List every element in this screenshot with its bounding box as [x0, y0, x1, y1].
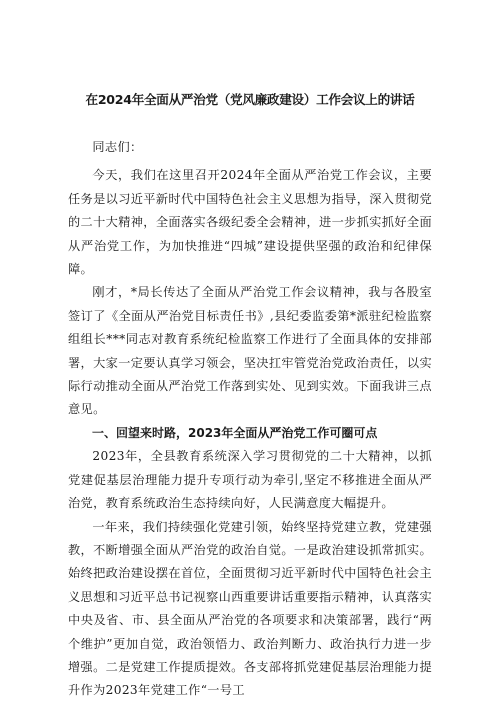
salutation: 同志们： — [92, 140, 143, 154]
body-paragraph: 一年来，我们持续强化党建引领，始终坚持党建立教，党建强教，不断增强全面从严治党的政治自觉。一是政治建设抓常抓实。始终把政治建设摆在首位，全面贯彻习近平新时代中国特色社会主义思想和习近平总书记视察山西重要讲话重要指示精神，认真落实中央及省、市、县全面从严治党的各项要求和决策部署，践行“两个维护”更加自觉，政治领悟力、政治判断力、政治执行力进一步增强。二是党建工作提质提效。各支部将抓党建促基层治理能力提升作为2023年党建工作“一号工 — [68, 519, 432, 698]
body-paragraph: 今天，我们在这里召开2024年全面从严治党工作会议，主要任务是以习近平新时代中国特色社会主义思想为指导，深入贯彻党的二十大精神，全面落实各级纪委全会精神，进一步抓实抓好全面从严治党工作，为加快推进“四城”建设提供坚强的政治和纪律保障。 — [68, 168, 432, 277]
document-title: 在2024年全面从严治党（党风廉政建设）工作会议上的讲话 — [85, 92, 415, 107]
body-paragraph: 2023年，全县教育系统深入学习贯彻党的二十大精神，以抓党建促基层治理能力提升专项行动为牵引,坚定不移推进全面从严治党，教育系统政治生态持续向好，人民满意度大幅提升。 — [68, 449, 432, 511]
section-heading: 一、回望来时路，2023年全面从严治党工作可圈可点 — [92, 425, 378, 440]
body-paragraph: 刚才，*局长传达了全面从严治党工作会议精神，我与各股室签订了《全面从严治党目标责任书》,县纪委监委第*派驻纪检监察组组长***同志对教育系统纪检监察工作进行了全面具体的安排部署，大家一定要认真学习领会，坚决扛牢管党治党政治责任，以实际行动推动全面从严治党工作落到实处、见到实效。下面我讲三点意见。 — [68, 285, 432, 417]
document-body — [68, 136, 432, 703]
